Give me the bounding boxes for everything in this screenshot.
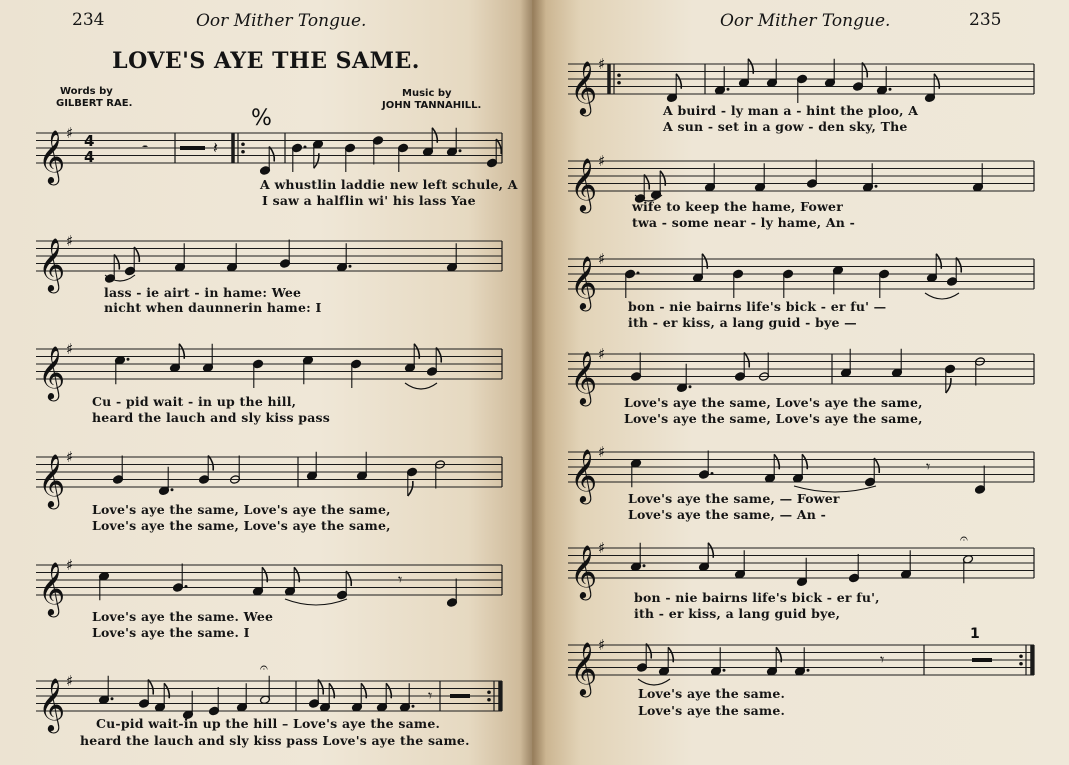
slur (405, 383, 437, 389)
sharp-icon: ♯ (598, 152, 606, 170)
rest-icon: 𝄾 (398, 570, 403, 589)
lyric-left-5-v1: Love's aye the same. Wee (92, 609, 274, 624)
running-head-right: Oor Mither Tongue. (720, 11, 891, 31)
rest-icon: 𝄾 (880, 650, 885, 669)
song-title: LOVE'S AYE THE SAME. (112, 48, 420, 74)
lyric-right-4-v1: Love's aye the same, Love's aye the same, (624, 395, 923, 410)
note-dot (459, 149, 462, 152)
note-dot (171, 488, 174, 491)
sharp-icon: ♯ (598, 250, 606, 268)
note-flag (644, 175, 649, 190)
repeat-dot (617, 73, 621, 77)
segno-icon: % (251, 106, 272, 131)
treble-clef-icon: 𝄞 (38, 677, 66, 731)
time-signature: 4 (84, 132, 95, 150)
repeat-dot (241, 142, 245, 146)
note-flag (134, 247, 139, 262)
note-dot (723, 669, 726, 672)
note-flag (956, 258, 961, 273)
left-page (0, 0, 532, 765)
lyric-left-4-v2: Love's aye the same, Love's aye the same, (92, 518, 391, 533)
repeat-dot (241, 150, 245, 154)
lyric-right-3-v2: ith - er kiss, a lang guid - bye — (628, 315, 857, 330)
repeat-dot (1019, 662, 1023, 666)
lyric-right-3-v1: bon - nie bairns life's bick - er fu' — (628, 299, 887, 314)
sharp-icon: ♯ (598, 636, 606, 654)
note-flag (208, 456, 213, 471)
lyric-right-5-v2: Love's aye the same, — An - (628, 507, 826, 522)
slur (925, 293, 959, 299)
slur (285, 599, 347, 605)
note-flag (269, 147, 274, 162)
treble-clef-icon: 𝄞 (38, 345, 66, 399)
note-dot (643, 564, 646, 567)
lyric-right-4-v2: Love's aye the same, Love's aye the same, (624, 411, 923, 426)
treble-clef-icon: 𝄞 (38, 453, 66, 507)
treble-clef-icon: 𝄞 (570, 157, 598, 211)
note-flag (148, 680, 153, 695)
treble-clef-icon: 𝄞 (570, 350, 598, 404)
note-dot (889, 88, 892, 91)
lyric-right-1-v2: A sun - set in a gow - den sky, The (663, 119, 908, 134)
lyric-right-6-v1: bon - nie bairns life's bick - er fu', (634, 590, 880, 605)
sharp-icon: ♯ (66, 124, 74, 142)
lyric-left-1-v1: A whustlin laddie new left schule, A (260, 177, 518, 192)
lyric-left-2-v1: lass - ie airt - in hame: Wee (104, 285, 302, 300)
music-author: JOHN TANNAHILL. (382, 100, 482, 111)
note-flag (114, 255, 119, 270)
lyric-right-2-v2: twa - some near - ly hame, An - (632, 215, 856, 230)
note-flag (646, 644, 651, 659)
lyric-left-1-v2: I saw a halflin wi' his lass Yae (262, 193, 476, 208)
sharp-icon: ♯ (66, 340, 74, 358)
sharp-icon: ♯ (598, 345, 606, 363)
note-flag (744, 353, 749, 368)
treble-clef-icon: 𝄞 (38, 561, 66, 615)
note-flag (874, 458, 879, 473)
note-flag (946, 378, 951, 393)
treble-clef-icon: 𝄞 (38, 129, 66, 183)
slur (638, 679, 670, 685)
fermata-icon: 𝄐 (960, 531, 968, 547)
lyric-left-2-v2: nicht when daunnerin hame: I (104, 300, 322, 315)
note-dot (412, 705, 415, 708)
treble-clef-icon: 𝄞 (570, 60, 598, 114)
note-flag (436, 348, 441, 363)
note-flag (408, 481, 413, 496)
lyric-left-6-v1: Cu-pid wait-in up the hill – Love's aye the same. (96, 716, 441, 731)
note-dot (185, 585, 188, 588)
note-dot (349, 265, 352, 268)
note-dot (127, 358, 130, 361)
repeat-dot (1019, 654, 1023, 658)
sharp-icon: ♯ (66, 672, 74, 690)
treble-clef-icon: 𝄞 (570, 255, 598, 309)
note-dot (711, 472, 714, 475)
treble-clef-icon: 𝄞 (570, 641, 598, 695)
sharp-icon: ♯ (598, 55, 606, 73)
repeat-dot (617, 81, 621, 85)
repeat-dot (487, 698, 491, 702)
repeat-dot (487, 690, 491, 694)
note-flag (318, 680, 323, 695)
lyric-left-6-v2: heard the lauch and sly kiss pass Love's aye the same. (80, 733, 470, 748)
fermata-icon: 𝄐 (260, 660, 268, 676)
rest-icon: 𝄾 (428, 686, 433, 705)
rest-icon: 𝄾 (926, 457, 931, 476)
book-gutter (520, 0, 546, 765)
sharp-icon: ♯ (66, 556, 74, 574)
lyric-right-6-v2: ith - er kiss, a lang guid bye, (634, 606, 841, 621)
note-flag (496, 139, 501, 154)
running-head-left: Oor Mither Tongue. (196, 11, 367, 31)
lyric-right-5-v1: Love's aye the same, — Fower (628, 491, 840, 506)
note-dot (637, 272, 640, 275)
sharp-icon: ♯ (66, 448, 74, 466)
note-dot (689, 385, 692, 388)
lyric-right-7-v2: Love's aye the same. (638, 703, 786, 718)
right-page (532, 0, 1069, 765)
sharp-icon: ♯ (598, 443, 606, 461)
music-label: Music by (402, 88, 452, 99)
note-dot (807, 669, 810, 672)
page-number-right: 235 (969, 10, 1002, 30)
time-signature: 4 (84, 148, 95, 166)
lyric-right-2-v1: wife to keep the hame, Fower (632, 199, 843, 214)
lyric-left-4-v1: Love's aye the same, Love's aye the same, (92, 502, 391, 517)
treble-clef-icon: 𝄞 (570, 448, 598, 502)
lyric-left-3-v1: Cu - pid wait - in up the hill, (92, 394, 297, 409)
note-flag (862, 63, 867, 78)
note-dot (727, 88, 730, 91)
lyric-left-5-v2: Love's aye the same. I (92, 625, 250, 640)
lyric-right-1-v1: A buird - ly man a - hint the ploo, A (663, 103, 919, 118)
words-label: Words by (60, 86, 113, 97)
lyric-right-7-v1: Love's aye the same. (638, 686, 786, 701)
note-dot (875, 185, 878, 188)
note-flag (346, 571, 351, 586)
sharp-icon: ♯ (66, 232, 74, 250)
rest-icon: 𝄽 (213, 138, 218, 157)
lyric-left-3-v2: heard the lauch and sly kiss pass (92, 410, 331, 425)
sharp-icon: ♯ (598, 539, 606, 557)
note-dot (111, 697, 114, 700)
treble-clef-icon: 𝄞 (570, 544, 598, 598)
words-author: GILBERT RAE. (56, 98, 133, 109)
treble-clef-icon: 𝄞 (38, 237, 66, 291)
rest-icon: 𝄼 (142, 138, 149, 157)
page-number-left: 234 (72, 10, 105, 30)
note-dot (304, 146, 307, 149)
staff-left-1 (0, 0, 532, 765)
ending-number: 1 (970, 626, 980, 642)
